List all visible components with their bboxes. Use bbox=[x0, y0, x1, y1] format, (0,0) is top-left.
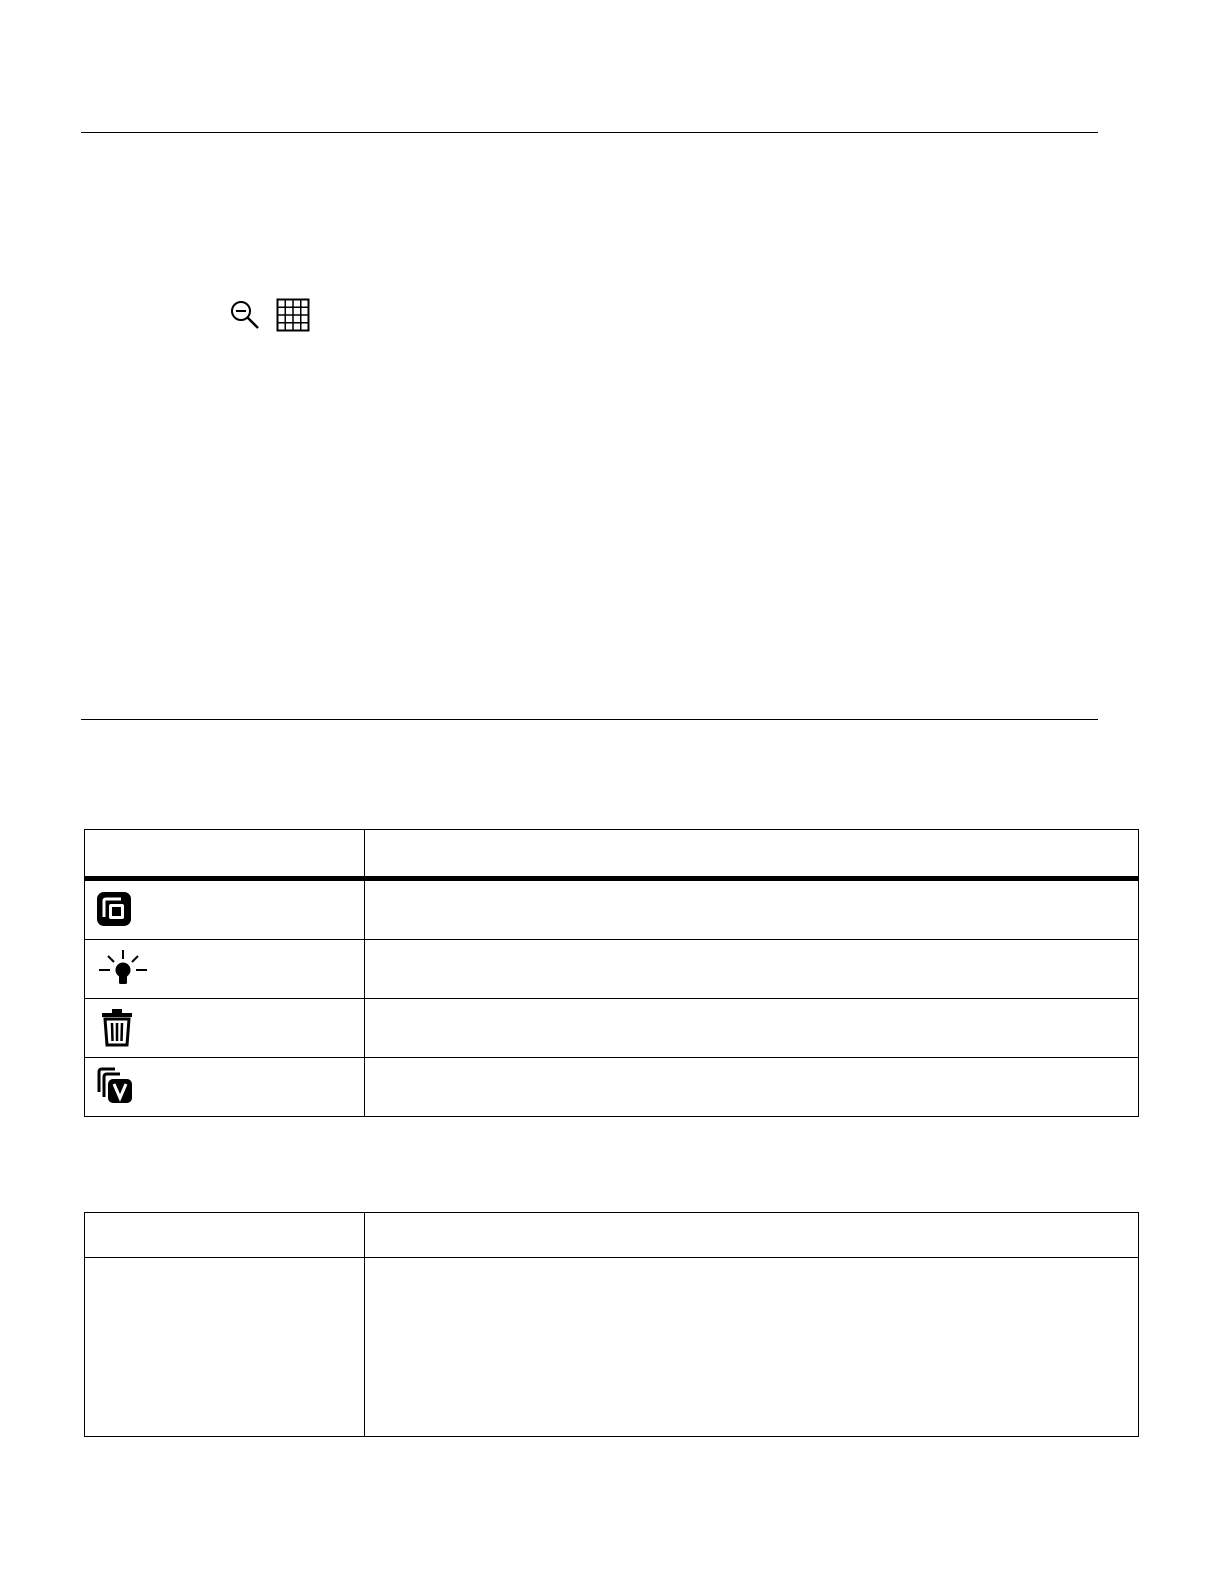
table-header-icon bbox=[85, 830, 365, 879]
description-cell bbox=[365, 879, 1139, 940]
light-bulb-icon bbox=[95, 948, 151, 988]
inline-icon-group bbox=[228, 298, 310, 332]
table-header-row bbox=[85, 1213, 1139, 1258]
table-header-label bbox=[85, 1213, 365, 1258]
trash-icon bbox=[95, 1006, 139, 1048]
copy-image-icon bbox=[95, 890, 133, 928]
table-row bbox=[85, 999, 1139, 1058]
description-cell bbox=[365, 940, 1139, 999]
description-cell bbox=[365, 999, 1139, 1058]
icon-cell bbox=[85, 1058, 365, 1117]
table-row bbox=[85, 879, 1139, 940]
second-table bbox=[84, 1212, 1139, 1437]
visible-layers-icon bbox=[95, 1066, 135, 1106]
middle-horizontal-rule bbox=[81, 719, 1098, 720]
top-horizontal-rule bbox=[81, 132, 1098, 133]
label-cell bbox=[85, 1258, 365, 1437]
table-header-description bbox=[365, 1213, 1139, 1258]
table-row bbox=[85, 1058, 1139, 1117]
table-row bbox=[85, 940, 1139, 999]
icon-cell bbox=[85, 879, 365, 940]
table-row bbox=[85, 1258, 1139, 1437]
description-cell bbox=[365, 1058, 1139, 1117]
zoom-out-icon bbox=[228, 298, 262, 332]
icon-cell bbox=[85, 999, 365, 1058]
table-header-description bbox=[365, 830, 1139, 879]
description-cell bbox=[365, 1258, 1139, 1437]
grid-icon bbox=[276, 298, 310, 332]
icon-description-table bbox=[84, 829, 1139, 1117]
icon-cell bbox=[85, 940, 365, 999]
table-header-row bbox=[85, 830, 1139, 879]
